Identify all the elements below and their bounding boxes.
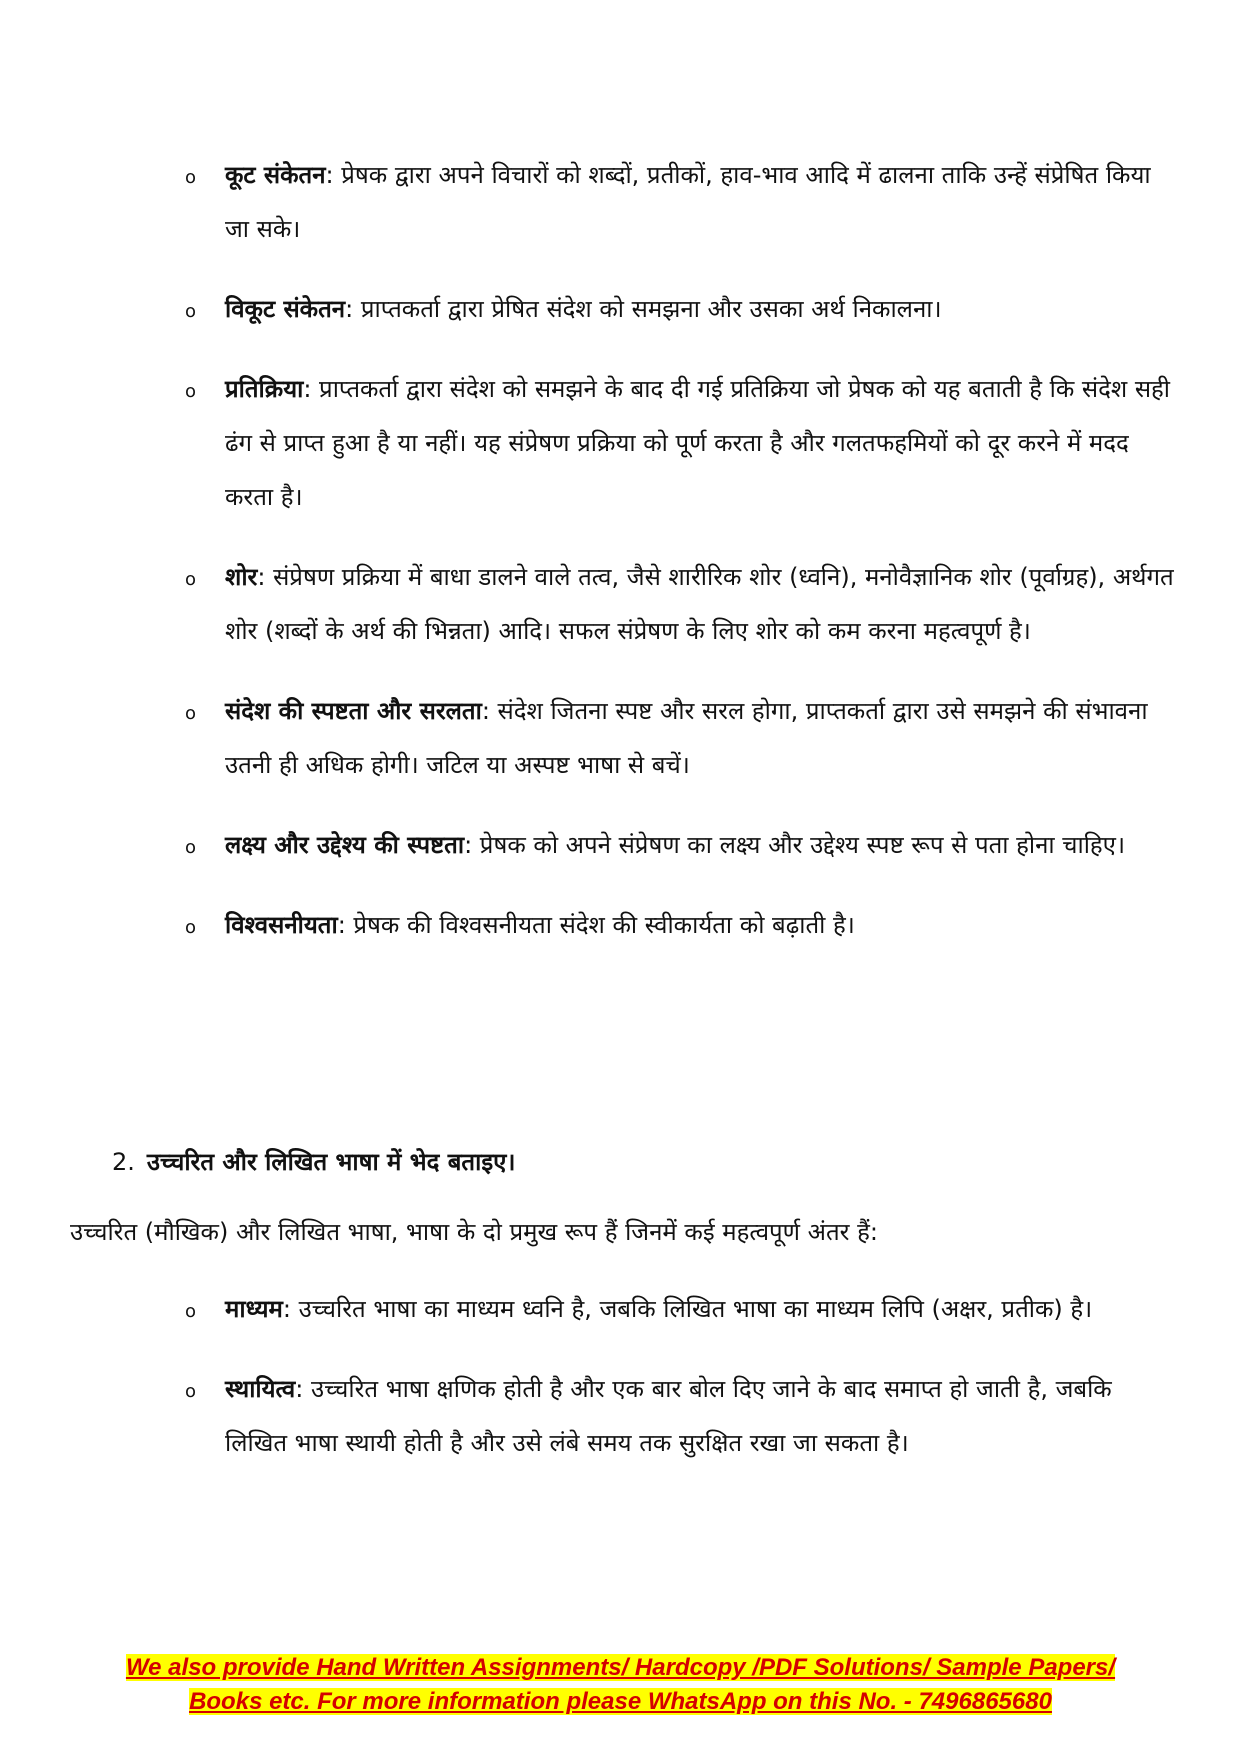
- item-term: विकूट संकेतन: [225, 295, 346, 323]
- list-item: [185, 362, 1175, 524]
- bullet-icon: o: [185, 301, 197, 322]
- bullet-icon: o: [185, 167, 197, 188]
- bullet-icon: o: [185, 381, 197, 402]
- question-heading: [112, 1142, 515, 1182]
- footer-notice: [0, 1651, 1241, 1719]
- item-text: : प्रेषक की विश्वसनीयता संदेश की स्वीकार्यता को बढ़ाती है।: [337, 911, 855, 939]
- bullet-list-communication: [185, 148, 1175, 978]
- bullet-icon: o: [185, 703, 197, 724]
- item-text: : प्राप्तकर्ता द्वारा प्रेषित संदेश को समझना और उसका अर्थ निकालना।: [345, 295, 942, 323]
- item-text: : उच्चरित भाषा क्षणिक होती है और एक बार बोल दिए जाने के बाद समाप्त हो जाती है, जबकि लिखित भाषा स्थायी होती है और उसे लंबे समय तक सुरक्षित रखा जा सकता है।: [225, 1375, 1112, 1457]
- item-term: प्रतिक्रिया: [225, 375, 304, 403]
- bullet-list-differences: [185, 1282, 1175, 1496]
- intro-paragraph: उच्चरित (मौखिक) और लिखित भाषा, भाषा के दो प्रमुख रूप हैं जिनमें कई महत्वपूर्ण अंतर हैं:: [70, 1218, 878, 1246]
- question-text: उच्चरित और लिखित भाषा में भेद बताइए।: [146, 1148, 516, 1176]
- list-item: [185, 282, 1175, 336]
- item-text: : संप्रेषण प्रक्रिया में बाधा डालने वाले तत्व, जैसे शारीरिक शोर (ध्वनि), मनोवैज्ञानिक शोर (पूर्वाग्रह), अर्थगत शोर (शब्दों के अर्थ की भिन्नता) आदि। सफल संप्रेषण के लिए शोर को कम करना महत्वपूर्ण है।: [225, 563, 1174, 645]
- list-item: [185, 684, 1175, 792]
- bullet-icon: o: [185, 1381, 197, 1402]
- list-item: [185, 1362, 1175, 1470]
- item-text: : उच्चरित भाषा का माध्यम ध्वनि है, जबकि लिखित भाषा का माध्यम लिपि (अक्षर, प्रतीक) है।: [282, 1295, 1093, 1323]
- bullet-icon: o: [185, 1301, 197, 1322]
- item-term: स्थायित्व: [225, 1375, 296, 1403]
- bullet-icon: o: [185, 917, 197, 938]
- list-item: [185, 898, 1175, 952]
- item-term: शोर: [225, 563, 258, 591]
- footer-line-2: Books etc. For more information please WhatsApp on this No. - 7496865680: [189, 1688, 1052, 1715]
- bullet-icon: o: [185, 569, 197, 590]
- item-text: : संदेश जितना स्पष्ट और सरल होगा, प्राप्तकर्ता द्वारा उसे समझने की संभावना उतनी ही अधिक होगी। जटिल या अस्पष्ट भाषा से बचें।: [225, 697, 1148, 779]
- item-term: कूट संकेतन: [225, 161, 326, 189]
- item-term: विश्वसनीयता: [225, 911, 338, 939]
- footer-line-1: We also provide Hand Written Assignments/ Hardcopy /PDF Solutions/ Sample Papers/: [125, 1654, 1116, 1681]
- question-number: 2.: [112, 1148, 135, 1176]
- item-text: : प्रेषक द्वारा अपने विचारों को शब्दों, प्रतीकों, हाव-भाव आदि में ढालना ताकि उन्हें संप्रेषित किया जा सके।: [225, 161, 1151, 243]
- bullet-icon: o: [185, 837, 197, 858]
- item-term: लक्ष्य और उद्देश्य की स्पष्टता: [225, 831, 465, 859]
- item-text: : प्राप्तकर्ता द्वारा संदेश को समझने के बाद दी गई प्रतिक्रिया जो प्रेषक को यह बताती है कि संदेश सही ढंग से प्राप्त हुआ है या नहीं। यह संप्रेषण प्रक्रिया को पूर्ण करता है और गलतफहमियों को दूर करने में मदद करता है।: [225, 375, 1171, 511]
- item-term: माध्यम: [225, 1295, 283, 1323]
- item-term: संदेश की स्पष्टता और सरलता: [225, 697, 482, 725]
- item-text: : प्रेषक को अपने संप्रेषण का लक्ष्य और उद्देश्य स्पष्ट रूप से पता होना चाहिए।: [464, 831, 1126, 859]
- list-item: [185, 550, 1175, 658]
- list-item: [185, 818, 1175, 872]
- list-item: [185, 1282, 1175, 1336]
- list-item: [185, 148, 1175, 256]
